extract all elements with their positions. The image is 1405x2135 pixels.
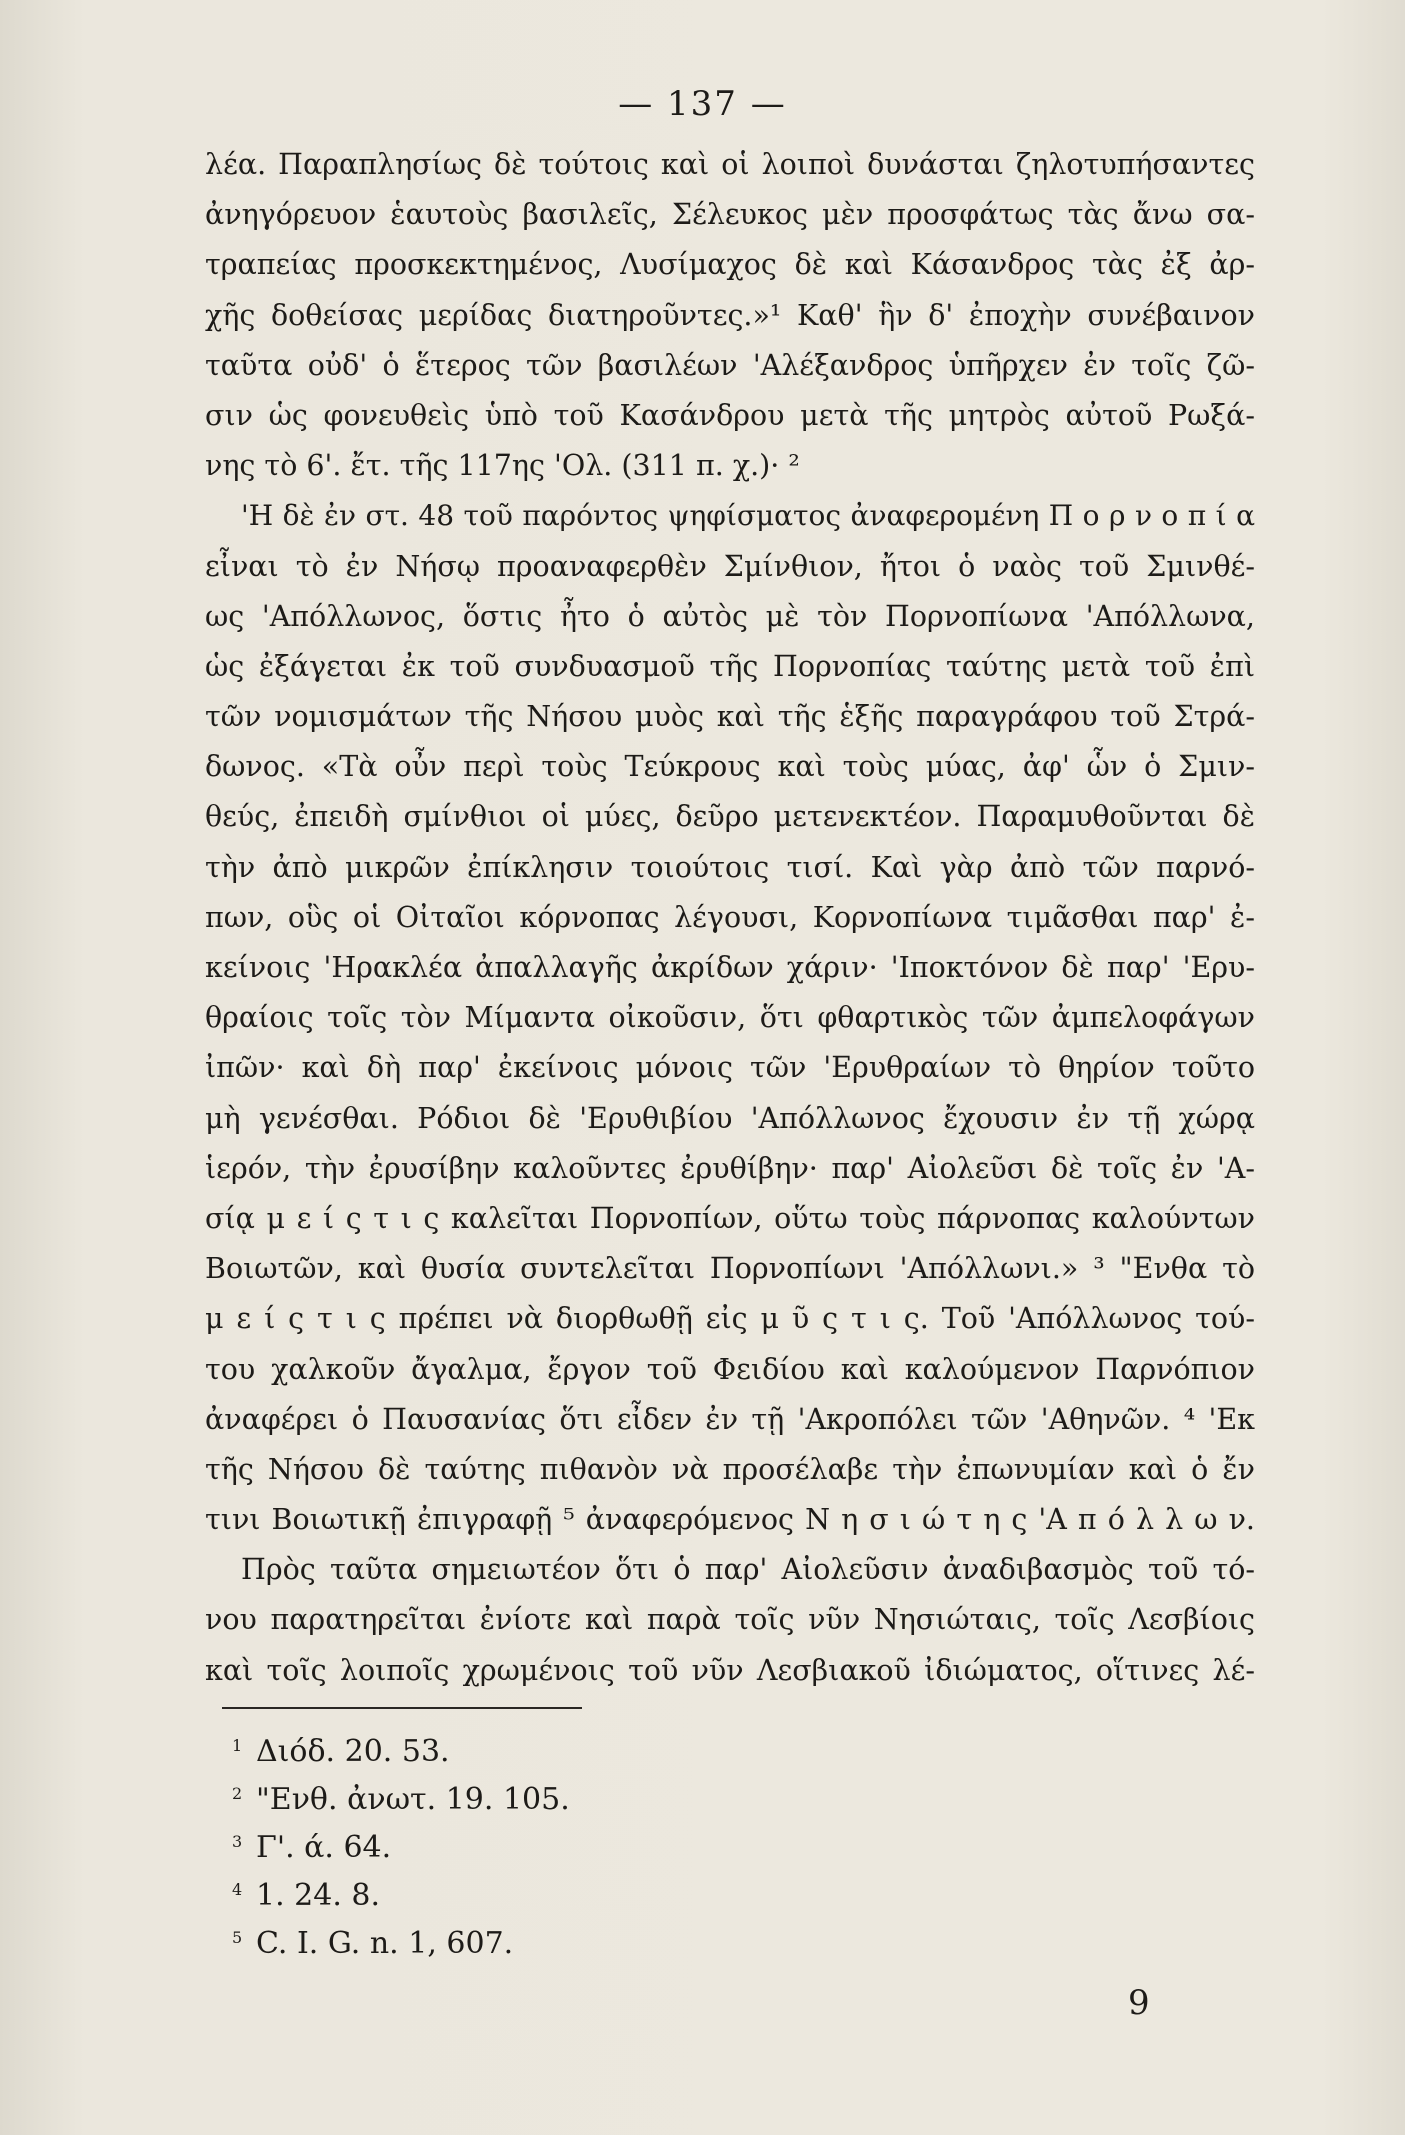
text-line: νης τὸ 6'. ἔτ. τῆς 117ης 'Ολ. (311 π. χ.)· ² xyxy=(205,449,800,483)
footnote-text: "Ενθ. ἀνωτ. 19. 105. xyxy=(256,1782,570,1817)
text-line: ἰπῶν· καὶ δὴ παρ' ἐκείνοις μόνοις τῶν 'Ερυθραίων τὸ θηρίον τοῦτο xyxy=(205,1051,1255,1085)
footnote-number: 5 xyxy=(232,1928,243,1947)
footnote-text: C. I. G. n. 1, 607. xyxy=(256,1926,514,1961)
text-line: τραπείας προσκεκτημένος, Λυσίμαχος δὲ καὶ Κάσανδρος τὰς ἐξ ἀρ- xyxy=(205,248,1255,282)
footnotes xyxy=(232,1722,732,1962)
footnote xyxy=(232,1770,732,1818)
text-line: πων, οὓς οἱ Οἰταῖοι κόρνοπας λέγουσι, Κορνοπίωνα τιμᾶσθαι παρ' ἐ- xyxy=(205,900,1255,934)
footnote-number: 2 xyxy=(232,1784,243,1803)
text-line: μ ε ί ς τ ι ς πρέπει νὰ διορθωθῇ εἰς μ ῦ ς τ ι ς. Τοῦ 'Απόλλωνος τού- xyxy=(205,1302,1255,1336)
footnote-text: Διόδ. 20. 53. xyxy=(256,1734,450,1769)
text-line: 'Η δὲ ἐν στ. 48 τοῦ παρόντος ψηφίσματος ἀναφερομένη Π ο ρ ν ο π ί α xyxy=(241,499,1255,533)
footnote xyxy=(232,1818,732,1866)
text-line: ἀνηγόρευον ἑαυτοὺς βασιλεῖς, Σέλευκος μὲν προσφάτως τὰς ἄνω σα- xyxy=(205,198,1255,232)
footnote-number: 1 xyxy=(232,1736,243,1755)
text-line: του χαλκοῦν ἄγαλμα, ἔργον τοῦ Φειδίου καὶ καλούμενον Παρνόπιον xyxy=(205,1352,1255,1386)
text-line: κείνοις 'Ηρακλέα ἀπαλλαγῆς ἀκρίδων χάριν· 'Ιποκτόνον δὲ παρ' 'Ερυ- xyxy=(205,951,1255,984)
text-line: σίᾳ μ ε ί ς τ ι ς καλεῖται Πορνοπίων, οὕτω τοὺς πάρνοπας καλούντων xyxy=(205,1201,1255,1235)
text-line: σιν ὡς φονευθεὶς ὑπὸ τοῦ Κασάνδρου μετὰ τῆς μητρὸς αὐτοῦ Ρωξά- xyxy=(205,398,1255,432)
text-line: μὴ γενέσθαι. Ρόδιοι δὲ 'Ερυθιβίου 'Απόλλωνος ἔχουσιν ἐν τῇ χώρᾳ xyxy=(205,1101,1255,1135)
page-number: — 137 — xyxy=(618,84,787,124)
text-line: τῶν νομισμάτων τῆς Νήσου μυὸς καὶ τῆς ἑξῆς παραγράφου τοῦ Στρά- xyxy=(205,700,1255,734)
footnote-number: 4 xyxy=(232,1880,243,1899)
text-line: τὴν ἀπὸ μικρῶν ἐπίκλησιν τοιούτοις τισί. Καὶ γὰρ ἀπὸ τῶν παρνό- xyxy=(205,850,1255,884)
text-line: τινι Βοιωτικῇ ἐπιγραφῇ ⁵ ἀναφερόμενος Ν η σ ι ώ τ η ς 'Α π ό λ λ ω ν. xyxy=(205,1503,1255,1537)
text-line: τῆς Νήσου δὲ ταύτης πιθανὸν νὰ προσέλαβε τὴν ἐπωνυμίαν καὶ ὁ ἔν xyxy=(205,1452,1255,1486)
text-line: ως 'Απόλλωνος, ὅστις ἦτο ὁ αὐτὸς μὲ τὸν Πορνοπίωνα 'Απόλλωνα, xyxy=(205,599,1255,633)
footnote-text: 1. 24. 8. xyxy=(256,1878,381,1913)
text-line: θεύς, ἐπειδὴ σμίνθιοι οἱ μύες, δεῦρο μετενεκτέον. Παραμυθοῦνται δὲ xyxy=(205,800,1255,834)
body-text xyxy=(205,140,1255,1696)
footnote xyxy=(232,1866,732,1914)
footnote xyxy=(232,1722,732,1770)
text-line: ὡς ἐξάγεται ἐκ τοῦ συνδυασμοῦ τῆς Πορνοπίας ταύτης μετὰ τοῦ ἐπὶ xyxy=(205,649,1255,683)
text-line: καὶ τοῖς λοιποῖς χρωμένοις τοῦ νῦν Λεσβιακοῦ ἰδιώματος, οἵτινες λέ- xyxy=(205,1653,1255,1687)
text-line: Βοιωτῶν, καὶ θυσία συντελεῖται Πορνοπίωνι 'Απόλλωνι.» ³ "Ενθα τὸ xyxy=(205,1252,1255,1286)
text-line: νου παρατηρεῖται ἐνίοτε καὶ παρὰ τοῖς νῦν Νησιώταις, τοῖς Λεσβίοις xyxy=(205,1603,1255,1637)
text-line: Πρὸς ταῦτα σημειωτέον ὅτι ὁ παρ' Αἰολεῦσιν ἀναδιβασμὸς τοῦ τό- xyxy=(241,1553,1255,1587)
text-line: ταῦτα οὐδ' ὁ ἕτερος τῶν βασιλέων 'Αλέξανδρος ὑπῆρχεν ἐν τοῖς ζῶ- xyxy=(205,348,1255,382)
text-line: χῆς δοθείσας μερίδας διατηροῦντες.»¹ Καθ' ἣν δ' ἐποχὴν συνέβαινον xyxy=(205,298,1255,332)
footnote xyxy=(232,1914,732,1962)
text-line: θραίοις τοῖς τὸν Μίμαντα οἰκοῦσιν, ὅτι φθαρτικὸς τῶν ἀμπελοφάγων xyxy=(205,1001,1255,1035)
footnote-divider xyxy=(222,1707,582,1709)
footnote-text: Γ'. ά. 64. xyxy=(256,1830,392,1865)
footnote-number: 3 xyxy=(232,1832,243,1851)
signature-mark: 9 xyxy=(1128,1983,1150,2023)
text-line: ἀναφέρει ὁ Παυσανίας ὅτι εἶδεν ἐν τῇ 'Ακροπόλει τῶν 'Αθηνῶν. ⁴ 'Εκ xyxy=(205,1402,1255,1436)
text-line: εἶναι τὸ ἐν Νήσῳ προαναφερθὲν Σμίνθιον, ἤτοι ὁ ναὸς τοῦ Σμινθέ- xyxy=(205,549,1255,583)
text-line: δωνος. «Τὰ οὖν περὶ τοὺς Τεύκρους καὶ τοὺς μύας, ἀφ' ὧν ὁ Σμιν- xyxy=(205,750,1255,784)
text-line: λέα. Παραπλησίως δὲ τούτοις καὶ οἱ λοιποὶ δυνάσται ζηλοτυπήσαντες xyxy=(205,148,1255,181)
text-line: ἱερόν, τὴν ἐρυσίβην καλοῦντες ἐρυθίβην· παρ' Αἰολεῦσι δὲ τοῖς ἐν 'Α- xyxy=(205,1151,1255,1185)
